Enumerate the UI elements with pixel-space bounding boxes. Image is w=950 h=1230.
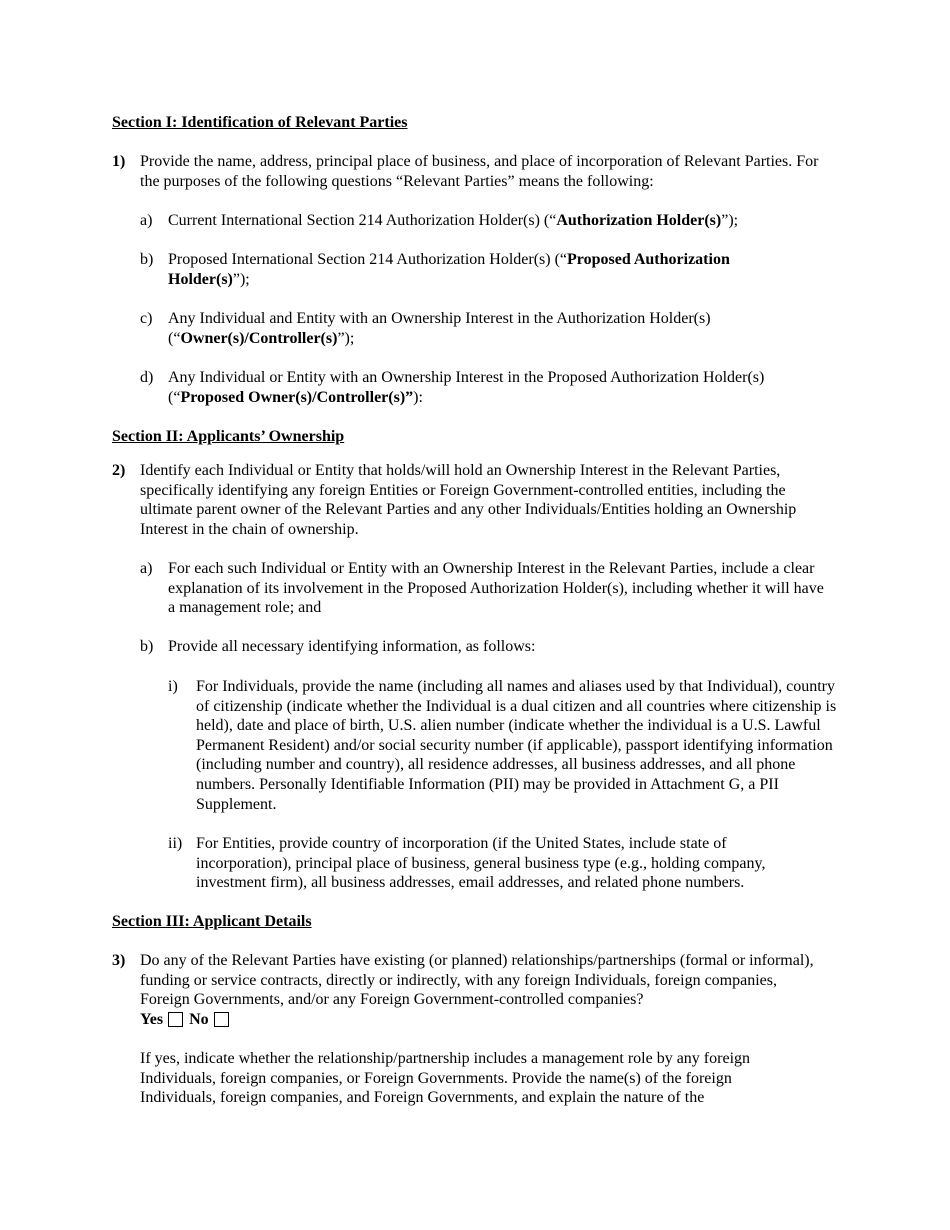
item-1d-label: d) <box>140 369 154 386</box>
question-1-text: Provide the name, address, principal place of business, and place of incorporation of Relevant Parties. For the purposes of the following questions “Relevant Parties” means the following: <box>140 153 819 190</box>
item-2a-label: a) <box>140 560 153 577</box>
yes-no-row <box>140 1010 235 1030</box>
item-2bi-label: i) <box>168 678 178 695</box>
no-checkbox[interactable] <box>214 1012 229 1027</box>
no-label: No <box>189 1011 209 1028</box>
item-1b-label: b) <box>140 251 154 268</box>
question-3-number: 3) <box>112 952 126 969</box>
yes-checkbox[interactable] <box>168 1012 183 1027</box>
item-1a-label: a) <box>140 212 153 229</box>
item-2b-label: b) <box>140 638 154 655</box>
item-1d-text: Any Individual or Entity with an Ownership Interest in the Proposed Authorization Holder(s) (“Proposed Owner(s)/Controller(s)”): <box>168 369 765 406</box>
item-2b-text: Provide all necessary identifying information, as follows: <box>168 638 536 655</box>
item-1c-label: c) <box>140 310 153 327</box>
item-2a-text: For each such Individual or Entity with an Ownership Interest in the Relevant Parties, include a clear explanation of its involvement in the Proposed Authorization Holder(s), including whether it will have a management role; and <box>168 560 824 617</box>
item-1b-text: Proposed International Section 214 Authorization Holder(s) (“Proposed Authorization Holder(s)”); <box>168 251 730 288</box>
question-2-number: 2) <box>112 462 126 479</box>
item-2bii-text: For Entities, provide country of incorporation (if the United States, include state of incorporation), principal place of business, general business type (e.g., holding company, investment firm), all business addresses, email addresses, and related phone numbers. <box>196 835 766 892</box>
question-3-followup-text: If yes, indicate whether the relationship/partnership includes a management role by any foreign Individuals, foreign companies, or Foreign Governments. Provide the name(s) of the foreign Individuals, foreign companies, and Foreign Governments, and explain the nature of the <box>140 1050 751 1107</box>
section-3-heading: Section III: Applicant Details <box>112 913 312 930</box>
yes-label: Yes <box>140 1011 164 1028</box>
question-1-number: 1) <box>112 153 126 170</box>
item-2bi-text: For Individuals, provide the name (including all names and aliases used by that Individual), country of citizenship (indicate whether the Individual is a dual citizen and all countries where citizenship is held), date and place of birth, U.S. alien number (indicate whether the individual is a U.S. Lawful Permanent Resident) and/or social security number (if applicable), passport identifying information (including number and country), all residence addresses, all business addresses, and all phone numbers. Personally Identifiable Information (PII) may be provided in Attachment G, a PII Supplement. <box>196 678 837 813</box>
section-1-heading: Section I: Identification of Relevant Parties <box>112 114 408 131</box>
item-1a-text: Current International Section 214 Authorization Holder(s) (“Authorization Holder(s)”); <box>168 212 739 229</box>
section-2-heading: Section II: Applicants’ Ownership <box>112 428 345 445</box>
item-2bii-label: ii) <box>168 835 183 852</box>
question-2-text: Identify each Individual or Entity that holds/will hold an Ownership Interest in the Relevant Parties, specifically identifying any foreign Entities or Foreign Government-controlled entities, including the ultimate parent owner of the Relevant Parties and any other Individuals/Entities holding an Ownership Interest in the chain of ownership. <box>140 462 797 538</box>
item-1c-text: Any Individual and Entity with an Ownership Interest in the Authorization Holder(s) (“Owner(s)/Controller(s)”); <box>168 310 711 347</box>
question-3-text: Do any of the Relevant Parties have existing (or planned) relationships/partnerships (formal or informal), funding or service contracts, directly or indirectly, with any foreign Individuals, foreign companies, Foreign Governments, and/or any Foreign Government-controlled companies? <box>140 952 814 1009</box>
